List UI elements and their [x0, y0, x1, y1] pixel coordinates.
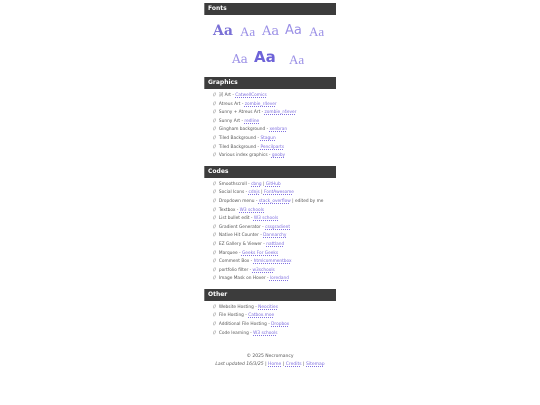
credit-label: Gingham background -: [218, 127, 270, 133]
credit-link[interactable]: W3 schools: [253, 216, 279, 222]
comment-slashes: //: [213, 190, 216, 196]
credit-item: [204, 92, 336, 101]
other-header: Other: [204, 289, 336, 301]
footer-link-home[interactable]: Home: [268, 362, 282, 368]
credit-link[interactable]: Dropbox: [271, 322, 290, 328]
comment-slashes: //: [213, 224, 216, 230]
credit-link[interactable]: Stagun: [260, 135, 276, 141]
font-sample-sans[interactable]: Aa: [285, 23, 302, 38]
credit-item: [204, 109, 336, 118]
footer-nav: [204, 361, 336, 369]
comment-slashes: //: [213, 127, 216, 133]
credit-link[interactable]: CatwellComics: [235, 93, 267, 98]
credit-item: [204, 101, 336, 110]
credit-label: Smoothscroll -: [218, 181, 252, 187]
graphics-list: [204, 89, 336, 166]
credit-item: [204, 126, 336, 135]
comment-slashes: //: [213, 304, 216, 310]
credit-label: Comment Box -: [218, 259, 254, 265]
credit-link[interactable]: Neocities: [258, 304, 278, 310]
copyright-label: 2025 Necromancy: [252, 354, 294, 360]
comment-slashes: //: [213, 250, 216, 256]
credit-item: [204, 258, 336, 267]
font-sample-bold[interactable]: Aa: [254, 48, 276, 66]
credit-link[interactable]: zombie_r4ever: [244, 101, 277, 107]
credit-label: Dropdown menu -: [218, 198, 259, 204]
codes-header: Codes: [204, 166, 336, 178]
comment-slashes: //: [213, 313, 216, 319]
credit-link[interactable]: FontAwesome: [263, 190, 294, 196]
credit-link[interactable]: nattland: [266, 241, 285, 247]
credit-label: Gradient Generator -: [218, 224, 266, 230]
credit-item: [204, 198, 336, 207]
credit-item: [204, 241, 336, 250]
credit-label: Website Hosting -: [218, 304, 259, 310]
credit-label: Sunny + Atreus Art -: [218, 110, 265, 116]
credit-label: Additional File Hosting -: [218, 322, 272, 328]
credit-label: 詞 Art -: [218, 93, 236, 98]
credit-link[interactable]: stack_overflow: [258, 198, 291, 204]
comment-slashes: //: [213, 135, 216, 141]
credit-item: [204, 267, 336, 276]
credit-item: [204, 275, 336, 284]
credit-label: List bullet edit -: [218, 216, 254, 222]
credit-label: Sunny Art -: [218, 118, 245, 124]
credit-link[interactable]: cssgradient: [265, 224, 291, 230]
comment-slashes: //: [213, 181, 216, 187]
credit-label: EZ Gallery & Viewer -: [218, 241, 267, 247]
footer-separator: |: [301, 362, 306, 368]
credit-link[interactable]: w3schools: [252, 267, 275, 273]
comment-slashes: //: [213, 118, 216, 124]
footer-separator: |: [281, 362, 286, 368]
credit-link[interactable]: cdnjs: [248, 190, 260, 196]
copyright-text: © 2025 Necromancy: [246, 354, 294, 360]
credit-link[interactable]: GitHub: [265, 181, 281, 187]
font-sample-rounded[interactable]: Aa: [309, 24, 325, 39]
credit-label: Tiled Background -: [218, 144, 261, 150]
credit-link[interactable]: gooby: [271, 153, 286, 159]
credit-label: Image Mask on Hover -: [218, 276, 270, 282]
comment-slashes: //: [213, 207, 216, 213]
credit-item: [204, 181, 336, 190]
credits-column: [204, 3, 336, 369]
credit-item: [204, 144, 336, 153]
credit-item: [204, 224, 336, 233]
credit-item: [204, 250, 336, 259]
credit-link[interactable]: redline: [244, 118, 260, 124]
credit-link[interactable]: htmlcommentbox: [253, 259, 292, 265]
font-sample-serif[interactable]: Aa: [262, 24, 280, 39]
comment-slashes: //: [213, 110, 216, 116]
credit-item: [204, 189, 336, 198]
credit-link[interactable]: W3 schools: [253, 330, 278, 336]
font-sample-script[interactable]: Aa: [240, 24, 256, 39]
credit-label: Social Icons -: [218, 190, 249, 196]
comment-slashes: //: [213, 198, 216, 204]
credit-item: [204, 304, 336, 313]
credit-label: portfolio filter -: [218, 267, 253, 273]
credit-item: [204, 152, 336, 161]
comment-slashes: //: [213, 153, 216, 159]
credit-item: [204, 232, 336, 241]
fonts-header: Fonts: [204, 3, 336, 15]
credit-label: Tiled Background -: [218, 135, 261, 141]
credit-item: [204, 330, 336, 339]
last-updated-text: Last updated 16/3/25: [215, 362, 264, 368]
link-separator: |: [259, 190, 264, 196]
comment-slashes: //: [213, 233, 216, 239]
credit-suffix: | edited by me: [290, 198, 324, 204]
fonts-showcase: [204, 15, 336, 77]
font-sample-italic[interactable]: Aa: [232, 52, 248, 66]
credit-link[interactable]: cbng: [251, 181, 262, 187]
link-separator: |: [261, 181, 266, 187]
other-list: [204, 301, 336, 343]
footer: [204, 353, 336, 369]
credit-link[interactable]: loredand: [269, 276, 289, 282]
credit-label: Various index graphics -: [218, 153, 272, 159]
comment-slashes: //: [213, 259, 216, 265]
credit-link[interactable]: Pencilparts: [260, 144, 285, 150]
credit-link[interactable]: W3 schools: [239, 207, 265, 213]
credit-item: [204, 118, 336, 127]
credit-label: Code learning -: [218, 330, 254, 336]
comment-slashes: //: [213, 241, 216, 247]
comment-slashes: //: [213, 267, 216, 273]
codes-list: [204, 178, 336, 289]
credit-link[interactable]: xenbran: [269, 127, 288, 133]
font-sample-light[interactable]: Aa: [289, 52, 305, 67]
credit-item: [204, 215, 336, 224]
comment-slashes: //: [213, 93, 216, 98]
font-sample-blackletter[interactable]: Aa: [213, 23, 233, 39]
credit-link[interactable]: Geeks For Geeks: [241, 250, 279, 256]
comment-slashes: //: [213, 144, 216, 150]
credit-item: [204, 207, 336, 216]
credit-item: [204, 321, 336, 330]
credit-link[interactable]: zombie_r4ever: [264, 110, 297, 116]
footer-link-sitemap[interactable]: Sitemap: [306, 362, 325, 368]
credit-label: File Hosting -: [218, 313, 249, 319]
credit-item: [204, 312, 336, 321]
comment-slashes: //: [213, 322, 216, 328]
footer-separator: |: [263, 362, 269, 368]
footer-link-credits[interactable]: Credits: [285, 362, 302, 368]
credit-label: Atreus Art -: [218, 101, 245, 107]
credit-item: [204, 135, 336, 144]
credit-label: Native Hit Counter -: [218, 233, 264, 239]
credit-link[interactable]: Dannarchy: [263, 233, 287, 239]
comment-slashes: //: [213, 101, 216, 107]
credit-label: Textbox -: [218, 207, 240, 213]
graphics-header: Graphics: [204, 77, 336, 89]
comment-slashes: //: [213, 276, 216, 282]
credit-label: Marquee -: [218, 250, 242, 256]
credit-link[interactable]: Catbox.moe: [248, 313, 275, 319]
comment-slashes: //: [213, 216, 216, 222]
comment-slashes: //: [213, 330, 216, 336]
